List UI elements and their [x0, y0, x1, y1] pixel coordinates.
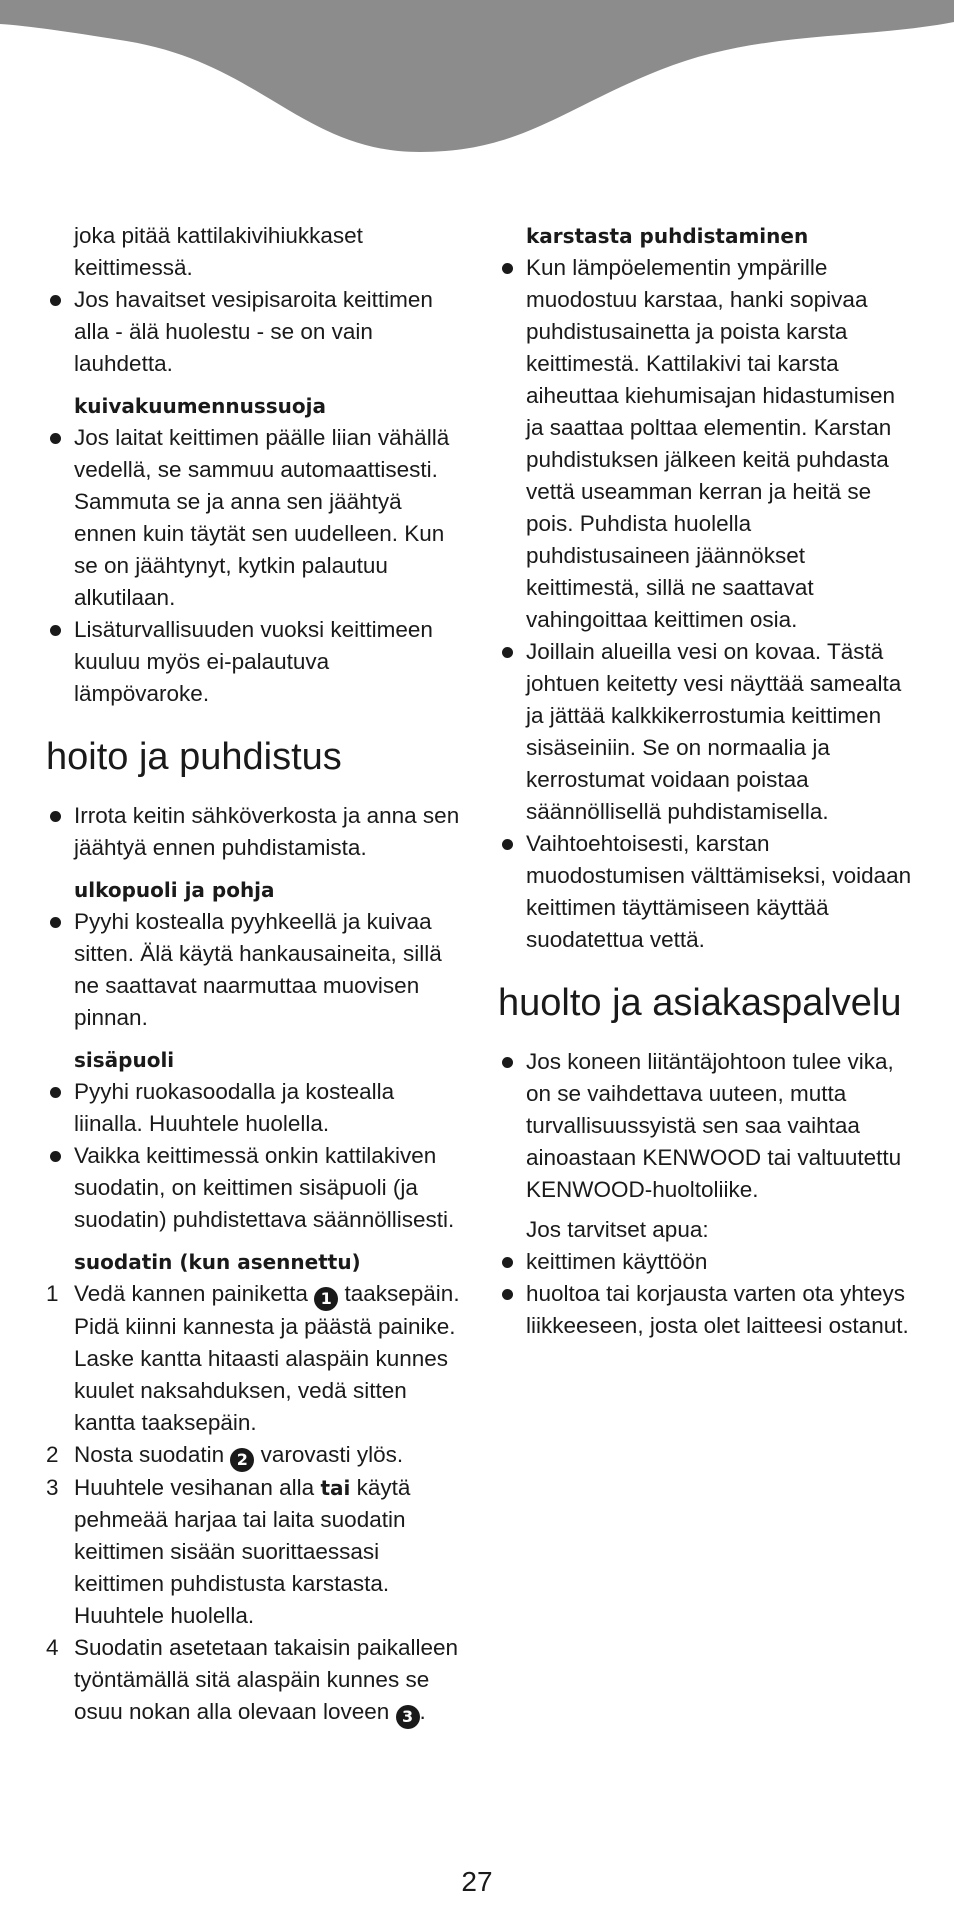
page-number: 27	[461, 1866, 493, 1897]
descaling-bullet-1: Kun lämpöelementin ympärille muodostuu karstaa, hanki sopivaa puhdistusainetta ja poista karsta keittimestä. Kattilakivi tai karsta aiheuttaa kiehumisajan hidastumisen ja saattaa polttaa elementin. Karstan puhdistuksen jälkeen keitä puhdasta vettä useamman kerran ja heitä se pois. Puhdista huolella puhdistusaineen jäännökset keittimestä, sillä ne saattavat vahingoittaa keittimen osia.	[498, 252, 918, 636]
service-section-title: huolto ja asiakaspalvelu	[498, 982, 902, 1024]
inside-heading: sisäpuoli	[74, 1048, 175, 1072]
step-text: varovasti ylös.	[260, 1442, 404, 1467]
left-column	[46, 220, 466, 1729]
care-section-title: hoito ja puhdistus	[46, 736, 342, 778]
step-number: 3	[46, 1475, 59, 1500]
step-number: 1	[46, 1281, 59, 1306]
dry-boil-bullet-2: Lisäturvallisuuden vuoksi keittimeen kuuluu myös ei-palautuva lämpövaroke.	[46, 614, 466, 710]
step-text: Vedä kannen painiketta	[74, 1281, 308, 1306]
filter-step-3	[46, 1472, 466, 1632]
outside-bullet: Pyyhi kostealla pyyhkeellä ja kuivaa sitten. Älä käytä hankausaineita, sillä ne saattavat naarmuttaa muovisen pinnan.	[46, 906, 466, 1034]
header-wave-decoration	[0, 0, 954, 160]
filter-step-1	[46, 1278, 466, 1439]
callout-number-icon: 3	[396, 1705, 420, 1729]
descaling-heading: karstasta puhdistaminen	[526, 224, 809, 248]
filter-step-2	[46, 1439, 466, 1472]
condensation-bullet: Jos havaitset vesipisaroita keittimen alla - älä huolestu - se on vain lauhdetta.	[46, 284, 466, 380]
step-number: 2	[46, 1442, 59, 1467]
filter-step-4	[46, 1632, 466, 1729]
callout-number-icon: 2	[230, 1448, 254, 1472]
help-bullet-1: keittimen käyttöön	[498, 1246, 918, 1278]
help-intro: Jos tarvitset apua:	[526, 1217, 709, 1242]
right-column	[498, 220, 918, 1342]
emphasis-word: tai	[320, 1476, 351, 1500]
service-bullet: Jos koneen liitäntäjohtoon tulee vika, on se vaihdettava uuteen, mutta turvallisuussyistä sen saa vaihtaa ainoastaan KENWOOD tai valtuutettu KENWOOD-huoltoliike.	[498, 1046, 918, 1206]
callout-number-icon: 1	[314, 1287, 338, 1311]
filter-heading: suodatin (kun asennettu)	[74, 1250, 361, 1274]
dry-boil-heading: kuivakuumennussuoja	[74, 394, 326, 418]
step-text: käytä pehmeää harjaa tai laita suodatin keittimen sisään suorittaessasi keittimen puhdistusta karstasta. Huuhtele huolella.	[74, 1475, 411, 1628]
intro-continuation: joka pitää kattilakivihiukkaset keittimessä.	[74, 223, 363, 280]
help-bullet-2: huoltoa tai korjausta varten ota yhteys liikkeeseen, josta olet laitteesi ostanut.	[498, 1278, 918, 1342]
outside-heading: ulkopuoli ja pohja	[74, 878, 275, 902]
step-text: Nosta suodatin	[74, 1442, 225, 1467]
descaling-bullet-3: Vaihtoehtoisesti, karstan muodostumisen välttämiseksi, voidaan keittimen täyttämiseen käyttää suodatettua vettä.	[498, 828, 918, 956]
step-number: 4	[46, 1635, 59, 1660]
step-text: Huuhtele vesihanan alla	[74, 1475, 315, 1500]
step-text: .	[419, 1699, 426, 1724]
descaling-bullet-2: Joillain alueilla vesi on kovaa. Tästä johtuen keitetty vesi näyttää samealta ja jättää kalkkikerrostumia keittimen sisäseiniin. Se on normaalia ja kerrostumat voidaan poistaa säännöllisellä puhdistamisella.	[498, 636, 918, 828]
step-text: Suodatin asetetaan takaisin paikalleen työntämällä sitä alaspäin kunnes se osuu nokan alla olevaan loveen	[74, 1635, 459, 1724]
inside-bullet-2: Vaikka keittimessä onkin kattilakiven suodatin, on keittimen sisäpuoli (ja suodatin) puhdistettava säännöllisesti.	[46, 1140, 466, 1236]
step-text: taaksepäin. Pidä kiinni kannesta ja päästä painike. Laske kantta hitaasti alaspäin kunnes kuulet naksahduksen, vedä sitten kantta taaksepäin.	[74, 1281, 460, 1435]
unplug-bullet: Irrota keitin sähköverkosta ja anna sen jäähtyä ennen puhdistamista.	[46, 800, 466, 864]
dry-boil-bullet-1: Jos laitat keittimen päälle liian vähällä vedellä, se sammuu automaattisesti. Sammuta se ja anna sen jäähtyä ennen kuin täytät sen uudelleen. Kun se on jäähtynyt, kytkin palautuu alkutilaan.	[46, 422, 466, 614]
inside-bullet-1: Pyyhi ruokasoodalla ja kostealla liinalla. Huuhtele huolella.	[46, 1076, 466, 1140]
